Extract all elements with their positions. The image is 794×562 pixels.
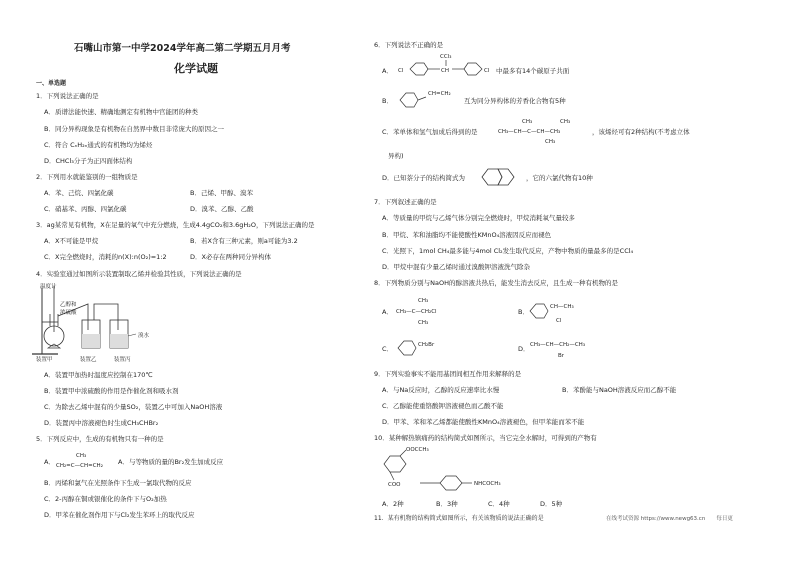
q6-c-mol-ch3b: CH₃ xyxy=(560,119,571,125)
q6-option-b-label: B． xyxy=(382,97,393,105)
q8-a-molecule: CH₃—C—CH₂Cl xyxy=(396,309,437,315)
q8-option-d-label: D． xyxy=(518,345,530,353)
q6-b-mol-ch: CH=CH₂ xyxy=(428,91,451,97)
q6-option-c: C．苯单体和氢气加成后得到的是 xyxy=(382,128,478,136)
q8-option-a-label: A． xyxy=(382,308,393,316)
q2-option-d: D．溴苯、乙醇、乙酸 xyxy=(190,205,254,213)
q6-option-d: D．已知萘分子的结构简式为 xyxy=(382,174,466,182)
q2-option-a: A．苯、己烷、四氯化碳 xyxy=(44,189,114,197)
apparatus-device-1: 装置甲 xyxy=(36,357,53,363)
q6-option-a-label: A． xyxy=(382,67,393,75)
q5-stem: 5．下列反应中，生成的有机物只有一种的是 xyxy=(36,435,164,443)
q9-option-a: A．与Na反应时，乙醇的反应速率比水慢 xyxy=(382,386,500,394)
q1-option-a: A．质谱法能快速、精确地测定有机物中官能团的种类 xyxy=(44,108,198,116)
q2-option-c: C．硝基苯、丙醇、四氯化碳 xyxy=(44,205,127,213)
q1-option-d: D．CHCl₃分子为正四面体结构 xyxy=(44,157,133,165)
apparatus-reagent-label-1: 乙醇和 xyxy=(60,302,77,308)
q6-c-mol-ch3c: CH₃ xyxy=(545,139,556,145)
q4-option-b: B．装置甲中浓硫酸的作用是作催化剂和吸水剂 xyxy=(44,387,179,395)
q4-option-a: A．装置甲加热时温度应控制在170℃ xyxy=(44,371,153,379)
q10-option-a: A．2种 xyxy=(382,500,404,508)
q6-a-mol-ccl3: CCl₃ xyxy=(440,54,452,60)
q9-option-b: B．苯酚能与NaOH溶液反应而乙醇不能 xyxy=(562,386,677,394)
apparatus-device-2: 装置乙 xyxy=(80,357,97,363)
q10-option-c: C．4种 xyxy=(488,500,510,508)
q5-option-b: B．丙烯和氯气在光照条件下生成一氯取代物的反应 xyxy=(44,479,192,487)
q6-a-mol-cl2: Cl xyxy=(484,68,490,74)
q8-b-mol-cl: Cl xyxy=(556,318,562,324)
q4-stem: 4．实验室通过如图所示装置制取乙烯并检验其性质，下列说法正确的是 xyxy=(36,270,242,278)
q6-option-c-cont2: 异构) xyxy=(388,152,404,160)
q6-b-molecule xyxy=(396,89,426,111)
q10-mol-nh: NHCOCH₃ xyxy=(474,481,501,487)
q10-stem: 10．某种解热镇痛药的结构简式如图所示，当它完全水解时，可得到的产物有 xyxy=(374,434,597,442)
q2-option-b: B．己烯、甲醇、溴苯 xyxy=(190,189,253,197)
q3-option-c: C．X完全燃烧时，消耗的n(X):n(O₂)=1:2 xyxy=(44,253,167,261)
q8-stem: 8．下列物质分别与NaOH的醇溶液共热后，能发生消去反应，且生成一种有机物的是 xyxy=(374,279,618,287)
q11-stem: 11．某有机物的结构简式如图所示，有关该物质的说法正确的是 xyxy=(374,515,544,522)
q6-option-b: 互为同分异构体的芳香化合物有5种 xyxy=(464,97,566,105)
apparatus-device-3: 装置丙 xyxy=(114,357,131,363)
q10-mol-coo: COO xyxy=(388,482,401,488)
q7-stem: 7．下列叙述正确的是 xyxy=(374,198,437,206)
section-heading: 一、单选题 xyxy=(36,80,67,87)
q8-a-mol-top: CH₃ xyxy=(418,298,429,304)
q8-d-molecule: CH₃—CH—CH₂—CH₃ xyxy=(530,342,586,348)
apparatus-thermometer-label: 温度计 xyxy=(40,284,57,290)
q1-option-b: B．同分异构现象是有机物在自然界中数目非常庞大的原因之一 xyxy=(44,125,224,133)
q5-option-a-label: A． xyxy=(44,458,55,466)
q5-option-c: C．2-丙醇在铜或银催化的条件下与O₂加热 xyxy=(44,495,167,503)
q5-option-a: A．与等物质的量的Br₂发生加成反应 xyxy=(118,458,224,466)
q8-option-b-label: B． xyxy=(518,308,529,316)
q10-option-b: B．3种 xyxy=(436,500,458,508)
q6-option-c-cont: ，该烯烃可有2种结构(不考虑立体 xyxy=(592,128,690,136)
school-title: 石嘴山市第一中学2024学年高二第二学期五月月考 xyxy=(74,43,291,54)
q3-option-d: D．X必存在两种同分异构体 xyxy=(190,253,271,261)
q6-a-mol-cl1: Cl xyxy=(398,68,404,74)
naphthalene-structure xyxy=(480,165,524,189)
q8-d-mol-br: Br xyxy=(558,353,565,359)
q9-option-d: D．甲苯、苯和苯乙烯都能使酸性KMnO₄溶液褪色，但甲苯能而苯不能 xyxy=(382,418,585,426)
q3-stem: 3．ag某常见有机物，X在足量的氧气中充分燃烧，生成4.4gCO₂和3.6gH₂O，下列说法正确的是 xyxy=(36,221,315,229)
q6-option-d-cont: ，它的六氯代物有10种 xyxy=(526,174,593,182)
apparatus-figure xyxy=(28,280,148,360)
q4-option-d: D．装置丙中溶液褪色时生成CH₃CHBr₂ xyxy=(44,419,159,427)
q5-a-molecule-top: CH₃ xyxy=(76,453,87,459)
q1-option-c: C．符合 CₙH₂ₙ通式的有机物均为烯烃 xyxy=(44,141,153,149)
q3-option-a: A．X不可能是甲烷 xyxy=(44,237,99,245)
q1-stem: 1．下列说法正确的是 xyxy=(36,92,99,100)
q5-a-molecule: CH₂=C—CH=CH₂ xyxy=(56,463,103,469)
q6-option-a: 中最多有14个碳原子共面 xyxy=(496,67,570,75)
q8-c-molecule: CH₂Br xyxy=(418,342,435,348)
q8-b-mol-ch: CH—CH₃ xyxy=(550,304,574,310)
subject-title: 化学试题 xyxy=(174,62,218,75)
q7-option-d: D．甲烷中混有少量乙烯时通过溴酸钾溶液洗气除杂 xyxy=(382,263,531,271)
q10-mol-ooc: OOCCH₃ xyxy=(406,447,429,453)
q6-stem: 6．下列说法不正确的是 xyxy=(374,41,444,49)
q7-option-a: A．等质量的甲烷与乙烯气体分别完全燃烧时，甲烷消耗氧气量较多 xyxy=(382,214,575,222)
q9-option-c: C．乙醇能使重铬酸钾溶液褪色而乙酸不能 xyxy=(382,402,504,410)
apparatus-reagent-label-2: 浓硫酸 xyxy=(60,310,77,316)
footer-watermark: 在线考试资源 https://www.newg63.cn 每日更 xyxy=(606,516,733,522)
q3-option-b: B．若X含有三种元素，则a可能为3.2 xyxy=(190,237,298,245)
q7-option-c: C．光照下，1mol CH₄最多能与4mol Cl₂发生取代反应，产物中物质的量最多的是CCl₄ xyxy=(382,247,634,255)
q8-option-c-label: C． xyxy=(382,345,394,353)
q9-stem: 9．下列实验事实不能用基团间相互作用来解释的是 xyxy=(374,370,522,378)
q5-option-d: D．甲苯在催化剂作用下与Cl₂发生苯环上的取代反应 xyxy=(44,511,195,519)
apparatus-bromine-label: 溴水 xyxy=(138,333,150,339)
q6-a-mol-ch: CH xyxy=(441,68,449,74)
q4-option-c: C．为除去乙烯中混有的少量SO₂，装置乙中可加入NaOH溶液 xyxy=(44,403,223,411)
q7-option-b: B．甲烷、苯和油脂均不能使酸性KMnO₄溶液因反应而褪色 xyxy=(382,231,552,239)
q8-a-mol-bot: CH₃ xyxy=(418,320,429,326)
q6-c-mol-ch3a: CH₃ xyxy=(522,119,533,125)
q6-c-molecule: CH₃—CH—C—CH—CH₃ xyxy=(498,129,561,135)
q10-option-d: D．5种 xyxy=(540,500,563,508)
q2-stem: 2．下列用水就能鉴别的一组物质是 xyxy=(36,173,138,181)
